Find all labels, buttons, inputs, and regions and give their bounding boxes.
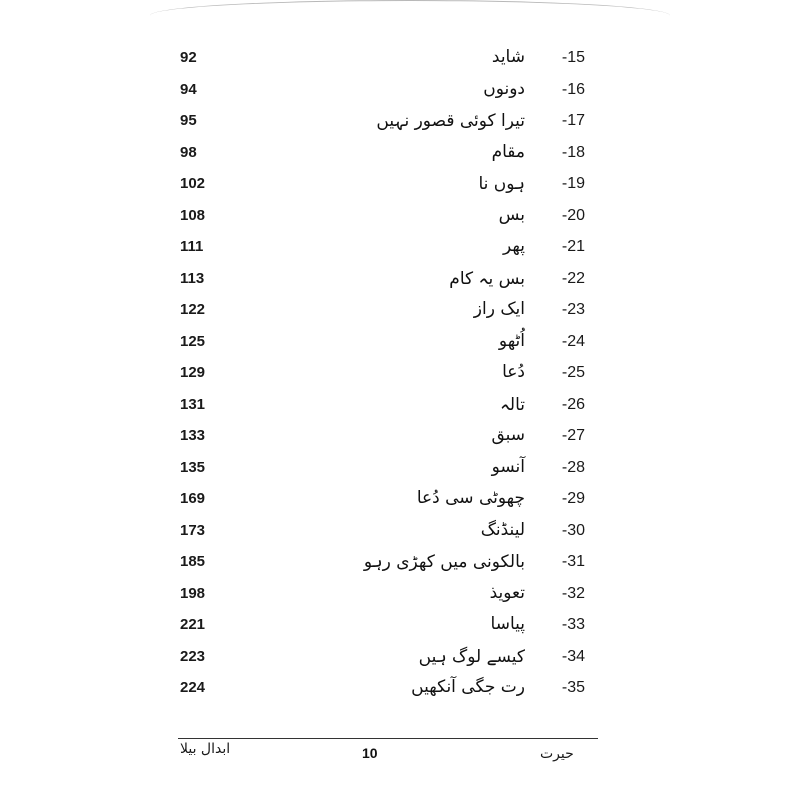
toc-entry-number: -26 — [561, 395, 585, 413]
toc-entry — [180, 394, 585, 426]
toc-entry — [180, 299, 585, 331]
toc-entry-number: -15 — [561, 49, 585, 66]
toc-entry-title: دونوں — [483, 78, 525, 99]
toc-entry — [180, 646, 585, 678]
toc-entry — [180, 110, 585, 142]
toc-entry — [180, 205, 585, 237]
toc-entry-title: تیرا کوئی قصور نہیں — [376, 111, 525, 131]
toc-entry-title: مقام — [491, 141, 525, 162]
toc-entry-number: -27 — [561, 427, 585, 444]
toc-entry-page: 221 — [180, 616, 206, 633]
toc-entry-number: -23 — [561, 301, 585, 318]
toc-entry-title: آنسو — [491, 456, 525, 477]
toc-entry-page: 113 — [180, 269, 205, 287]
toc-entry — [180, 236, 585, 268]
toc-entry-page: 133 — [180, 427, 206, 444]
toc-entry — [180, 331, 585, 363]
toc-entry-number: -20 — [561, 206, 585, 224]
toc-entry-title: بس — [498, 204, 525, 225]
toc-entry-title: شاید — [491, 47, 525, 67]
toc-entry-number: -16 — [561, 80, 585, 98]
toc-entry — [180, 79, 585, 111]
toc-entry-number: -30 — [561, 521, 585, 539]
toc-entry — [180, 520, 585, 552]
toc-entry-title: لینڈنگ — [480, 519, 525, 540]
toc-entry-title: دُعا — [502, 362, 525, 382]
toc-entry — [180, 488, 585, 520]
toc-entry-title: پیاسا — [490, 614, 525, 634]
toc-entry-page: 125 — [180, 332, 206, 350]
footer-book-title: حیرت — [540, 746, 574, 762]
toc-entry-title: پھر — [503, 236, 525, 256]
toc-entry-title: ہوں نا — [478, 174, 525, 194]
toc-entry-title: بس یہ کام — [449, 268, 525, 289]
toc-entry-number: -18 — [561, 143, 585, 161]
toc-entry-page: 94 — [180, 80, 197, 98]
toc-entry-number: -17 — [561, 112, 585, 129]
toc-entry-number: -25 — [561, 364, 585, 381]
toc-entry-number: -29 — [561, 490, 585, 507]
toc-entry-page: 111 — [180, 238, 204, 255]
toc-entry-page: 92 — [180, 49, 197, 66]
toc-entry-number: -19 — [561, 175, 585, 192]
toc-entry-title: رت جگی آنکھیں — [411, 677, 525, 697]
toc-entry-page: 102 — [180, 175, 206, 192]
toc-entry-number: -22 — [561, 269, 585, 287]
toc-entry-page: 135 — [180, 458, 206, 476]
toc-entry-number: -33 — [561, 616, 585, 633]
toc-entry — [180, 142, 585, 174]
toc-entry-number: -32 — [561, 584, 585, 602]
toc-entry-title: ایک راز — [473, 299, 525, 319]
page-top-edge — [150, 0, 670, 31]
toc-entry-page: 122 — [180, 301, 206, 318]
toc-entry-page: 131 — [180, 395, 206, 413]
toc-entry-number: -28 — [561, 458, 585, 476]
toc-entry — [180, 457, 585, 489]
toc-entry-number: -34 — [561, 647, 585, 665]
toc-entry-page: 173 — [180, 521, 206, 539]
toc-entry — [180, 551, 585, 583]
toc-entry-number: -35 — [561, 679, 585, 696]
toc-entry-title: تالہ — [499, 394, 525, 415]
toc-entry — [180, 677, 585, 709]
toc-entry-number: -31 — [561, 553, 585, 570]
table-of-contents — [180, 47, 585, 709]
footer-divider — [178, 738, 598, 739]
toc-entry-page: 185 — [180, 553, 206, 570]
footer-page-number: 10 — [362, 745, 378, 761]
toc-entry-title: اُٹھو — [498, 330, 525, 351]
toc-entry-title: سبق — [491, 425, 525, 445]
toc-entry-page: 198 — [180, 584, 206, 602]
toc-entry — [180, 614, 585, 646]
toc-entry-page: 169 — [180, 490, 206, 507]
toc-entry-page: 98 — [180, 143, 197, 161]
toc-entry — [180, 47, 585, 79]
toc-entry-title: کیسے لوگ ہیں — [418, 646, 525, 667]
toc-entry-number: -24 — [561, 332, 585, 350]
toc-entry-title: بالکونی میں کھڑی رہو — [363, 552, 525, 572]
footer-author: ابدال بیلا — [180, 741, 231, 757]
toc-entry — [180, 268, 585, 300]
toc-entry-page: 95 — [180, 112, 197, 129]
toc-entry — [180, 425, 585, 457]
toc-entry — [180, 583, 585, 615]
toc-entry — [180, 362, 585, 394]
toc-entry-page: 108 — [180, 206, 206, 224]
toc-entry-number: -21 — [561, 238, 585, 255]
toc-entry-page: 223 — [180, 647, 206, 665]
toc-entry-page: 129 — [180, 364, 206, 381]
toc-entry-title: چھوٹی سی دُعا — [416, 488, 525, 508]
toc-entry — [180, 173, 585, 205]
toc-entry-page: 224 — [180, 679, 206, 696]
toc-entry-title: تعویذ — [489, 582, 525, 603]
